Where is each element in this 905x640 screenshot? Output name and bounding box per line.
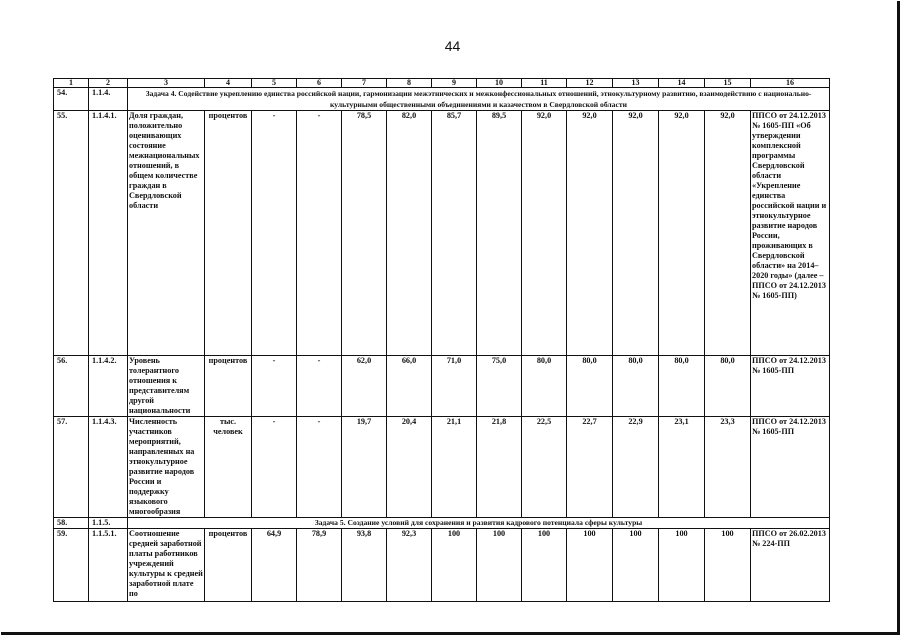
column-number: 11 [522,79,567,88]
row-number: 55. [54,111,89,356]
row-code: 1.1.5. [89,518,128,529]
value-cell: 78,9 [297,529,342,602]
row-code: 1.1.4.1. [89,111,128,356]
value-cell: 78,5 [342,111,387,356]
indicator-name: Соотношение средней заработной платы работников учреждений культуры к средней заработной плате по [128,529,205,602]
value-cell: 100 [659,529,705,602]
row-number: 57. [54,417,89,518]
task-row [54,88,830,111]
unit-of-measure: тыс. человек [205,417,252,518]
row-number: 58. [54,518,89,529]
column-number: 7 [342,79,387,88]
value-cell: 92,0 [613,111,659,356]
value-cell: 100 [567,529,613,602]
column-number: 4 [205,79,252,88]
value-cell: 92,0 [522,111,567,356]
value-cell: 80,0 [659,356,705,417]
task-heading: Задача 5. Создание условий для сохранения и развития кадрового потенциала сферы культуры [128,518,830,529]
column-number: 1 [54,79,89,88]
row-code: 1.1.5.1. [89,529,128,602]
value-cell: 23,1 [659,417,705,518]
row-number: 54. [54,88,89,111]
row-number: 59. [54,529,89,602]
table-row [54,529,830,602]
value-cell: 66,0 [387,356,432,417]
column-number: 9 [432,79,477,88]
value-cell: 92,3 [387,529,432,602]
column-number: 14 [659,79,705,88]
value-cell: 100 [432,529,477,602]
value-cell: 82,0 [387,111,432,356]
value-cell: - [297,417,342,518]
value-cell: - [252,111,297,356]
indicators-table [53,78,830,602]
source-document: ППСО от 24.12.2013 № 1605-ПП [751,356,830,417]
indicator-name: Уровень толерантного отношения к представителям другой национальности [128,356,205,417]
row-code: 1.1.4. [89,88,128,111]
value-cell: 80,0 [567,356,613,417]
value-cell: 21,1 [432,417,477,518]
column-number: 5 [252,79,297,88]
value-cell: 22,9 [613,417,659,518]
value-cell: 100 [522,529,567,602]
value-cell: 21,8 [477,417,522,518]
source-document: ППСО от 26.02.2013 № 224-ПП [751,529,830,602]
column-number: 2 [89,79,128,88]
value-cell: - [297,111,342,356]
table-row [54,417,830,518]
page-number: 44 [444,38,461,54]
value-cell: 89,5 [477,111,522,356]
column-number: 15 [705,79,751,88]
unit-of-measure: процентов [205,529,252,602]
value-cell: 92,0 [705,111,751,356]
source-document: ППСО от 24.12.2013 № 1605-ПП [751,417,830,518]
value-cell: 80,0 [613,356,659,417]
row-number: 56. [54,356,89,417]
column-number-row [54,79,830,88]
value-cell: 80,0 [522,356,567,417]
value-cell: 62,0 [342,356,387,417]
row-code: 1.1.4.3. [89,417,128,518]
value-cell: - [297,356,342,417]
value-cell: 19,7 [342,417,387,518]
value-cell: 92,0 [567,111,613,356]
row-code: 1.1.4.2. [89,356,128,417]
table-row [54,111,830,356]
column-number: 12 [567,79,613,88]
value-cell: 20,4 [387,417,432,518]
value-cell: 75,0 [477,356,522,417]
value-cell: 71,0 [432,356,477,417]
value-cell: 23,3 [705,417,751,518]
value-cell: 80,0 [705,356,751,417]
indicator-name: Численность участников мероприятий, направленных на этнокультурное развитие народов России и поддержку языкового многообразия [128,417,205,518]
indicator-name: Доля граждан, положительно оценивающих состояние межнациональных отношений, в общем количестве граждан в Свердловской области [128,111,205,356]
task-row [54,518,830,529]
column-number: 6 [297,79,342,88]
value-cell: - [252,356,297,417]
column-number: 13 [613,79,659,88]
value-cell: 100 [705,529,751,602]
column-number: 16 [751,79,830,88]
source-document: ППСО от 24.12.2013 № 1605-ПП «Об утверждении комплексной программы Свердловской области «Укрепление единства российской нации и этнокультурное развитие народов России, проживающих в Свердловской области» на 2014–2020 годы» (далее – ППСО от 24.12.2013 № 1605-ПП) [751,111,830,356]
value-cell: 22,5 [522,417,567,518]
unit-of-measure: процентов [205,111,252,356]
value-cell: - [252,417,297,518]
value-cell: 100 [613,529,659,602]
task-heading: Задача 4. Содействие укреплению единства российской нации, гармонизации межэтнических и межконфессиональных отношений, этнокультурному развитию, взаимодействию с национально-культурными общественными объединениями и казачеством в Свердловской области [128,88,830,111]
value-cell: 64,9 [252,529,297,602]
table-row [54,356,830,417]
unit-of-measure: процентов [205,356,252,417]
value-cell: 100 [477,529,522,602]
column-number: 8 [387,79,432,88]
column-number: 10 [477,79,522,88]
column-number: 3 [128,79,205,88]
value-cell: 85,7 [432,111,477,356]
value-cell: 93,8 [342,529,387,602]
value-cell: 92,0 [659,111,705,356]
value-cell: 22,7 [567,417,613,518]
